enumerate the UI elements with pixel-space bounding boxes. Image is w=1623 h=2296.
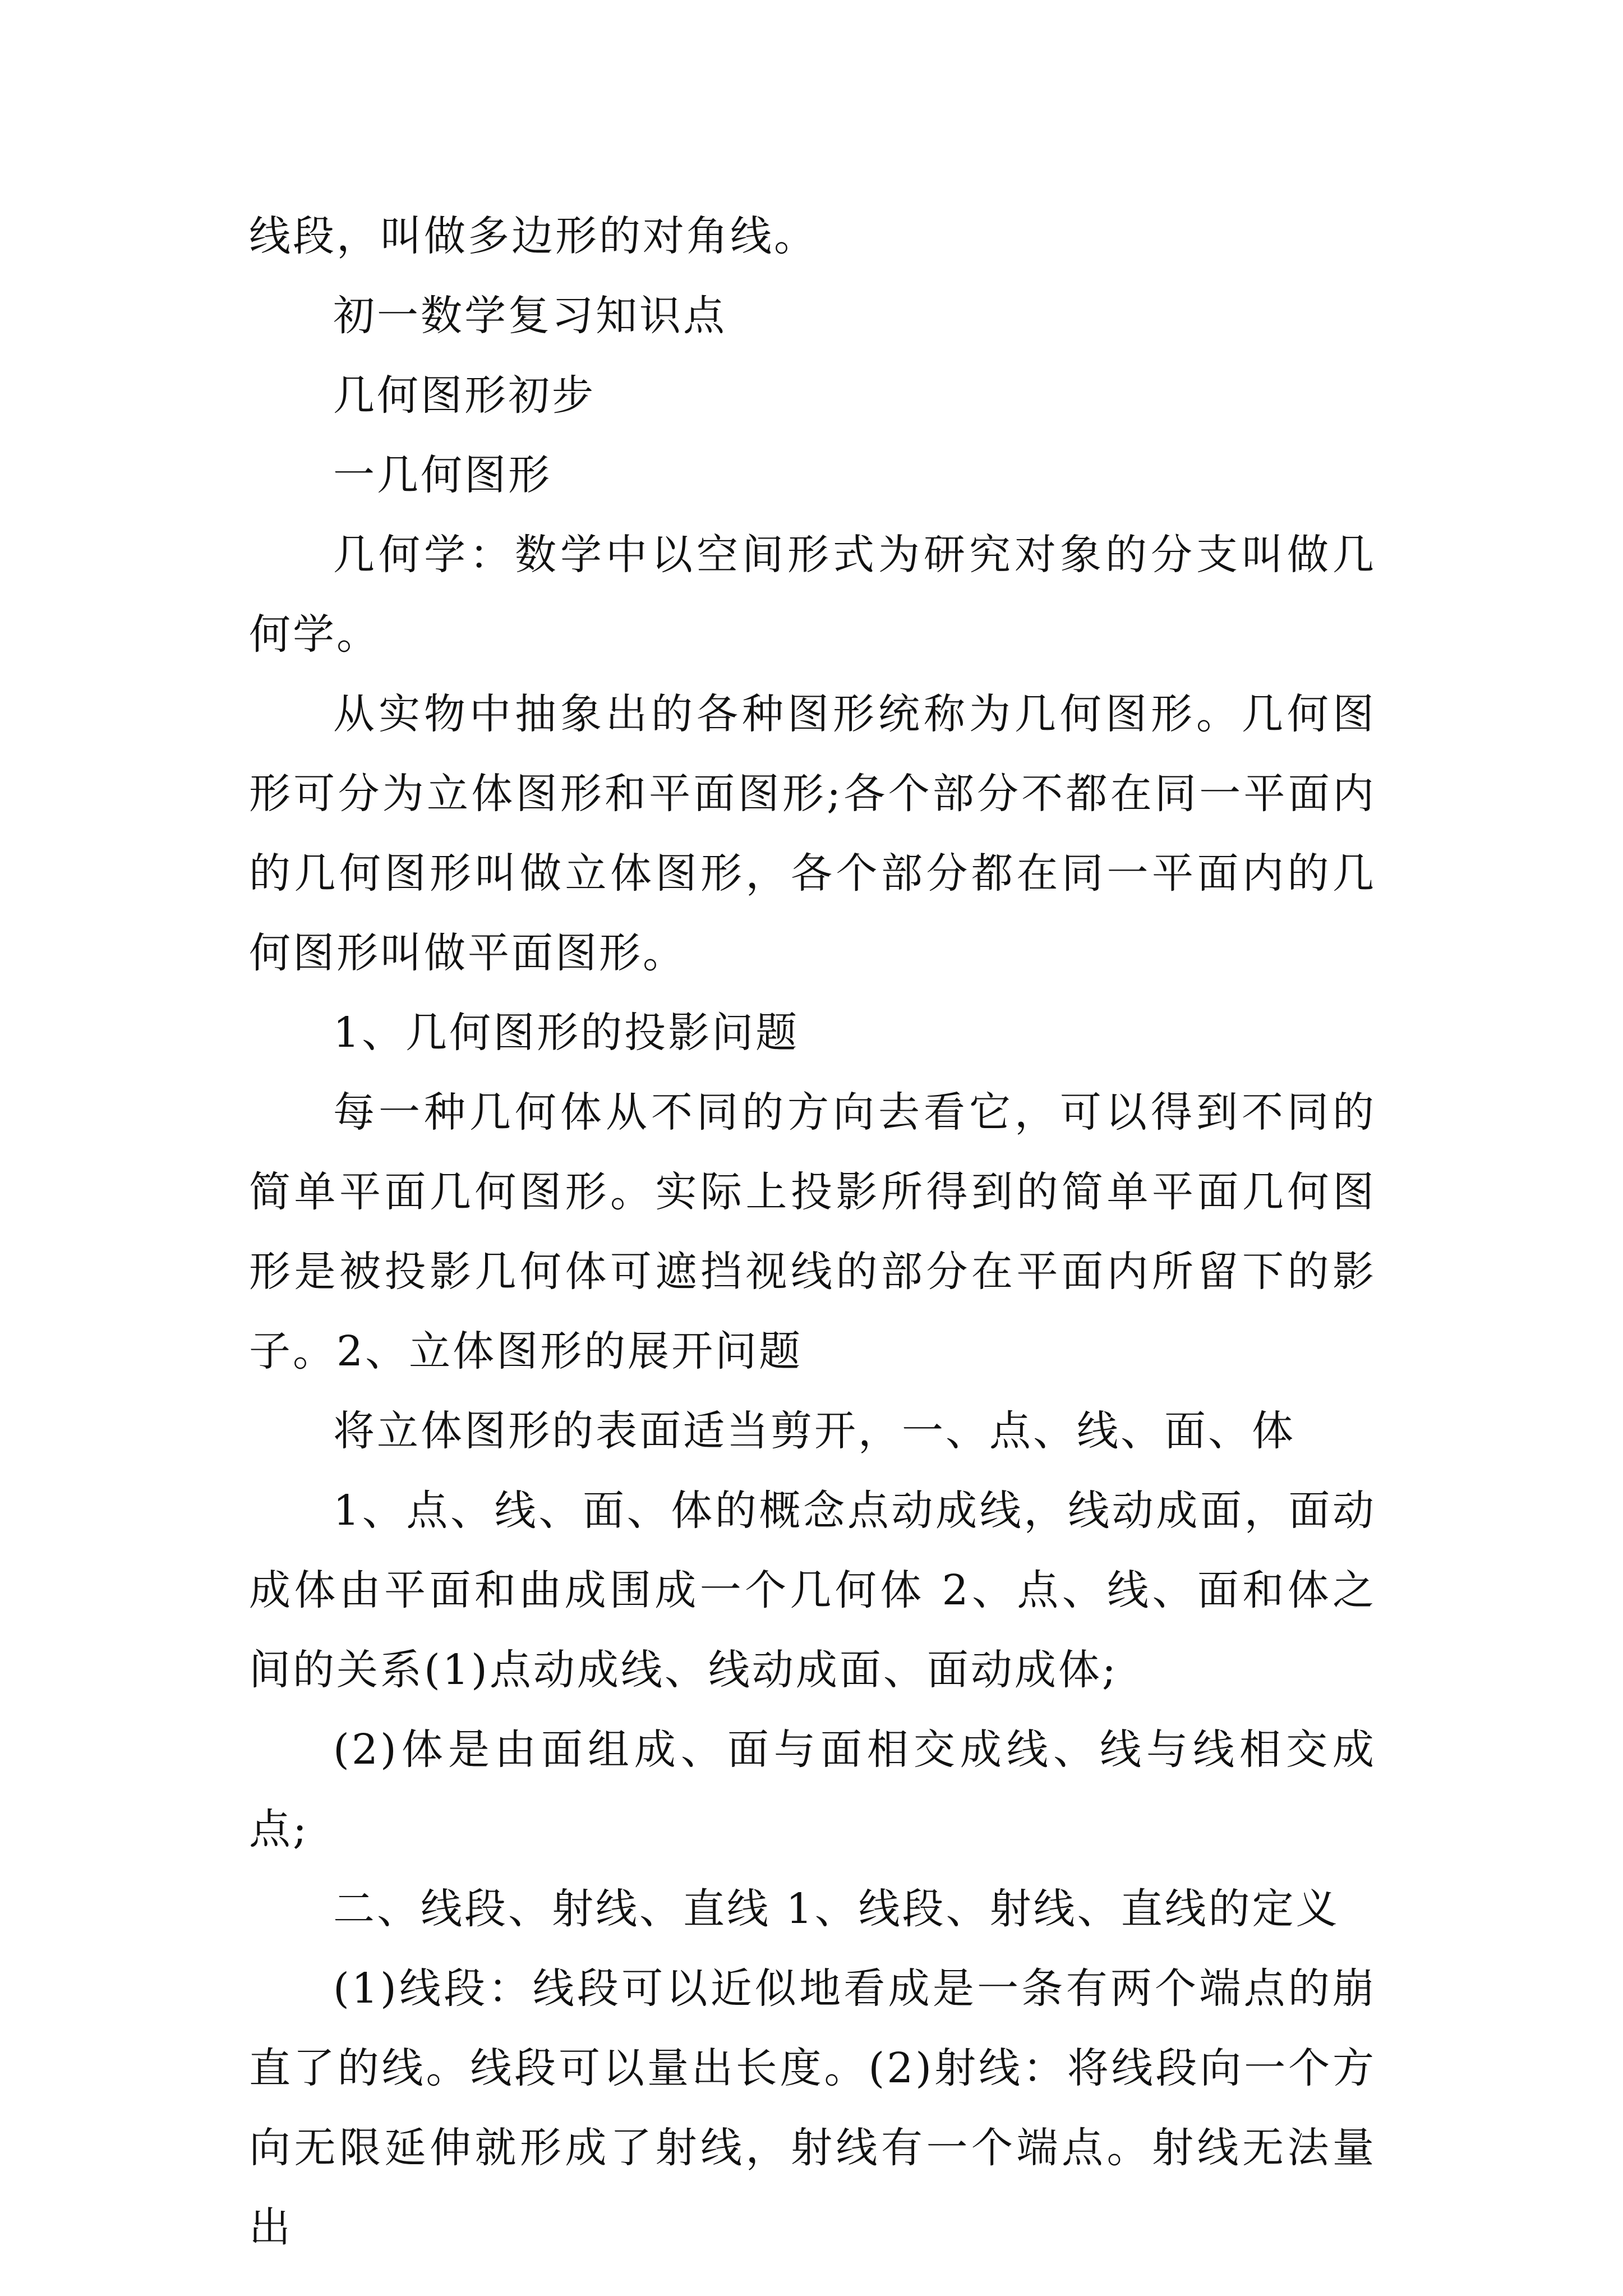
document-body [249,196,1376,2267]
chapter-title: 几何图形初步 [333,371,596,420]
heading-projection: 1、几何图形的投影问题 [333,1009,800,1057]
paragraph-projection: 每一种几何体从不同的方向去看它，可以得到不同的简单平面几何图形。实际上投影所得到的简单平面几何图形是被投影几何体可遮挡视线的部分在平面内所留下的影子。2、立体图形的展开问题 [249,1088,1376,1375]
subsection-title: 一几何图形 [333,451,552,499]
paragraph-1: 线段，叫做多边形的对角线。 [249,212,818,260]
paragraph-geometry-definition: 几何学：数学中以空间形式为研究对象的分支叫做几何学。 [249,531,1376,659]
paragraph-solid-composition: (2)体是由面组成、面与面相交成线、线与线相交成点; [249,1726,1376,1853]
paragraph-point-line-surface: 1、点、线、面、体的概念点动成线，线动成面，面动成体由平面和曲成围成一个几何体 2、点、线、面和体之间的关系(1)点动成线、线动成面、面动成体; [249,1487,1376,1694]
paragraph-segment-ray-definition: (1)线段：线段可以近似地看成是一条有两个端点的崩直了的线。线段可以量出长度。(2)射线：将线段向一个方向无限延伸就形成了射线，射线有一个端点。射线无法量出 [249,1964,1376,2252]
heading-segments-rays-lines: 二、线段、射线、直线 1、线段、射线、直线的定义 [333,1885,1340,1933]
paragraph-unfolding: 将立体图形的表面适当剪开，一、点、线、面、体 [333,1407,1295,1455]
section-title: 初一数学复习知识点 [333,292,727,340]
paragraph-geometric-figures: 从实物中抽象出的各种图形统称为几何图形。几何图形可分为立体图形和平面图形;各个部分不都在同一平面内的几何图形叫做立体图形，各个部分都在同一平面内的几何图形叫做平面图形。 [249,690,1376,977]
